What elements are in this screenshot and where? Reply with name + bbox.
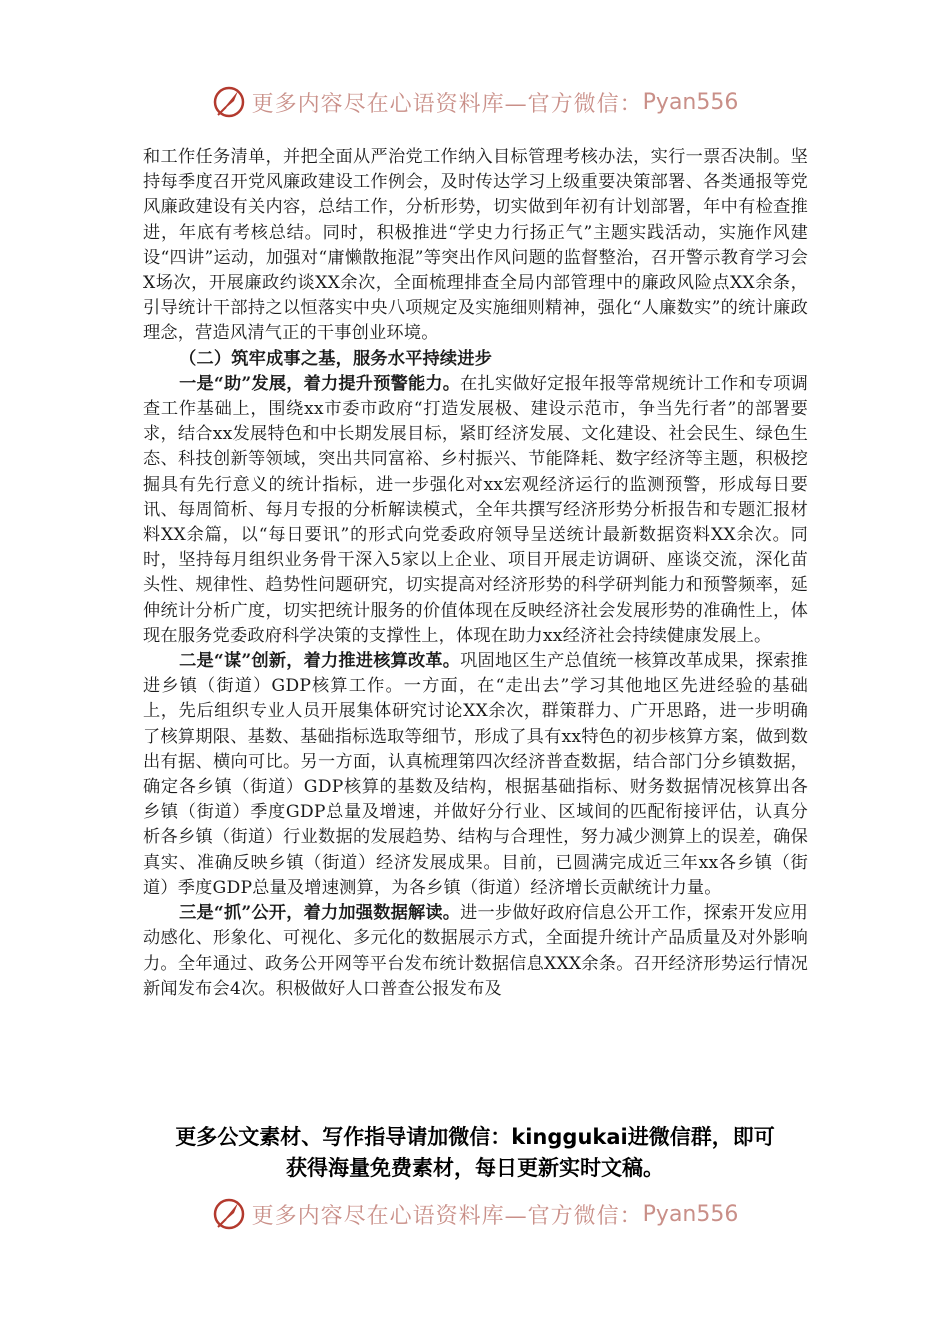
header-banner — [0, 82, 950, 122]
header-banner-handle: Pyan556 — [642, 89, 739, 115]
promo-line-2: 获得海量免费素材，每日更新实时文稿。 — [286, 1156, 664, 1180]
footer-banner-handle: Pyan556 — [642, 1201, 739, 1227]
paragraph-3-body: 巩固地区生产总值统一核算改革成果，探索推进乡镇（街道）GDP核算工作。一方面，在“走出去”学习其他地区先进经验的基础上，先后组织专业人员开展集体研究讨论XX余次，群策群力、广开思路，进一步明确了核算期限、基数、基础指标选取等细节，形成了具有xx特色的初步核算方案，做到数出有据、横向可比。另一方面，认真梳理第四次经济普查数据，结合部门分乡镇数据，确定各乡镇（街道）GDP核算的基数及结构，根据基础指标、财务数据情况核算出各乡镇（街道）季度GDP总量及增速，并做好分行业、区域间的匹配衔接评估，认真分析各乡镇（街道）行业数据的发展趋势、结构与合理性，努力减少测算上的误差，确保真实、准确反映乡镇（街道）经济发展成果。目前，已圆满完成近三年xx各乡镇（街道）季度GDP总量及增速测算，为各乡镇（街道）经济增长贡献统计力量。 — [143, 651, 808, 898]
document-body — [143, 145, 808, 1002]
paragraph-3 — [143, 649, 808, 901]
paragraph-4 — [143, 901, 808, 1002]
paragraph-4-body: 进一步做好政府信息公开工作，探索开发应用动感化、形象化、可视化、多元化的数据展示方式，全面提升统计产品质量及对外影响力。全年通过、政务公开网等平台发布统计数据信息XXX余条。召开经济形势运行情况新闻发布会4次。积极做好人口普查公报发布及 — [143, 903, 808, 999]
promo-line-1: 更多公文素材、写作指导请加微信：kinggukai进微信群，即可 — [175, 1125, 775, 1149]
paragraph-2 — [143, 372, 808, 649]
footer-banner-text: 更多内容尽在心语资料库—官方微信： — [251, 1203, 643, 1229]
section-heading: （二）筑牢成事之基，服务水平持续进步 — [179, 348, 493, 369]
paragraph-4-lead: 三是“抓”公开，着力加强数据解读。 — [179, 903, 461, 924]
header-banner-text: 更多内容尽在心语资料库—官方微信： — [251, 91, 643, 117]
paragraph-3-lead: 二是“谋”创新，着力推进核算改革。 — [179, 651, 461, 672]
quill-logo-icon — [212, 1197, 246, 1231]
paragraph-2-body: 在扎实做好定报年报等常规统计工作和专项调查工作基础上，围绕xx市委市政府“打造发展极、建设示范市，争当先行者”的部署要求，结合xx发展特色和中长期发展目标，紧盯经济发展、文化建设、社会民生、绿色生态、科技创新等领域，突出共同富裕、乡村振兴、节能降耗、数字经济等主题，积极挖掘具有先行意义的统计指标，进一步强化对xx宏观经济运行的监测预警，形成每日要讯、每周简析、每月专报的分析解读模式，全年共撰写经济形势分析报告和专题汇报材料XX余篇，以“每日要讯”的形式向党委政府领导呈送统计最新数据资料XX余次。同时，坚持每月组织业务骨干深入5家以上企业、项目开展走访调研、座谈交流，深化苗头性、规律性、趋势性问题研究，切实提高对经济形势的科学研判能力和预警频率，延伸统计分析广度，切实把统计服务的价值体现在反映经济社会发展形势的准确性上，体现在服务党委政府科学决策的支撑性上，体现在助力xx经济社会持续健康发展上。 — [143, 373, 808, 646]
quill-logo-icon — [212, 85, 246, 119]
promo-block — [120, 1122, 830, 1184]
paragraph-2-lead: 一是“助”发展，着力提升预警能力。 — [179, 373, 461, 394]
paragraph-1: 和工作任务清单，并把全面从严治党工作纳入目标管理考核办法，实行一票否决制。坚持每季度召开党风廉政建设工作例会，及时传达学习上级重要决策部署、各类通报等党风廉政建设有关内容，总结工作，分析形势，切实做到年初有计划部署，年中有检查推进，年底有考核总结。同时，积极推进“学史力行扬正气”主题实践活动，实施作风建设“四讲”运动，加强对“庸懒散拖混”等突出作风问题的监督整治，召开警示教育学习会X场次，开展廉政约谈XX余次，全面梳理排查全局内部管理中的廉政风险点XX余条，引导统计干部持之以恒落实中央八项规定及实施细则精神，强化“人廉数实”的统计廉政理念，营造风清气正的干事创业环境。 — [143, 147, 808, 344]
footer-banner — [0, 1194, 950, 1234]
